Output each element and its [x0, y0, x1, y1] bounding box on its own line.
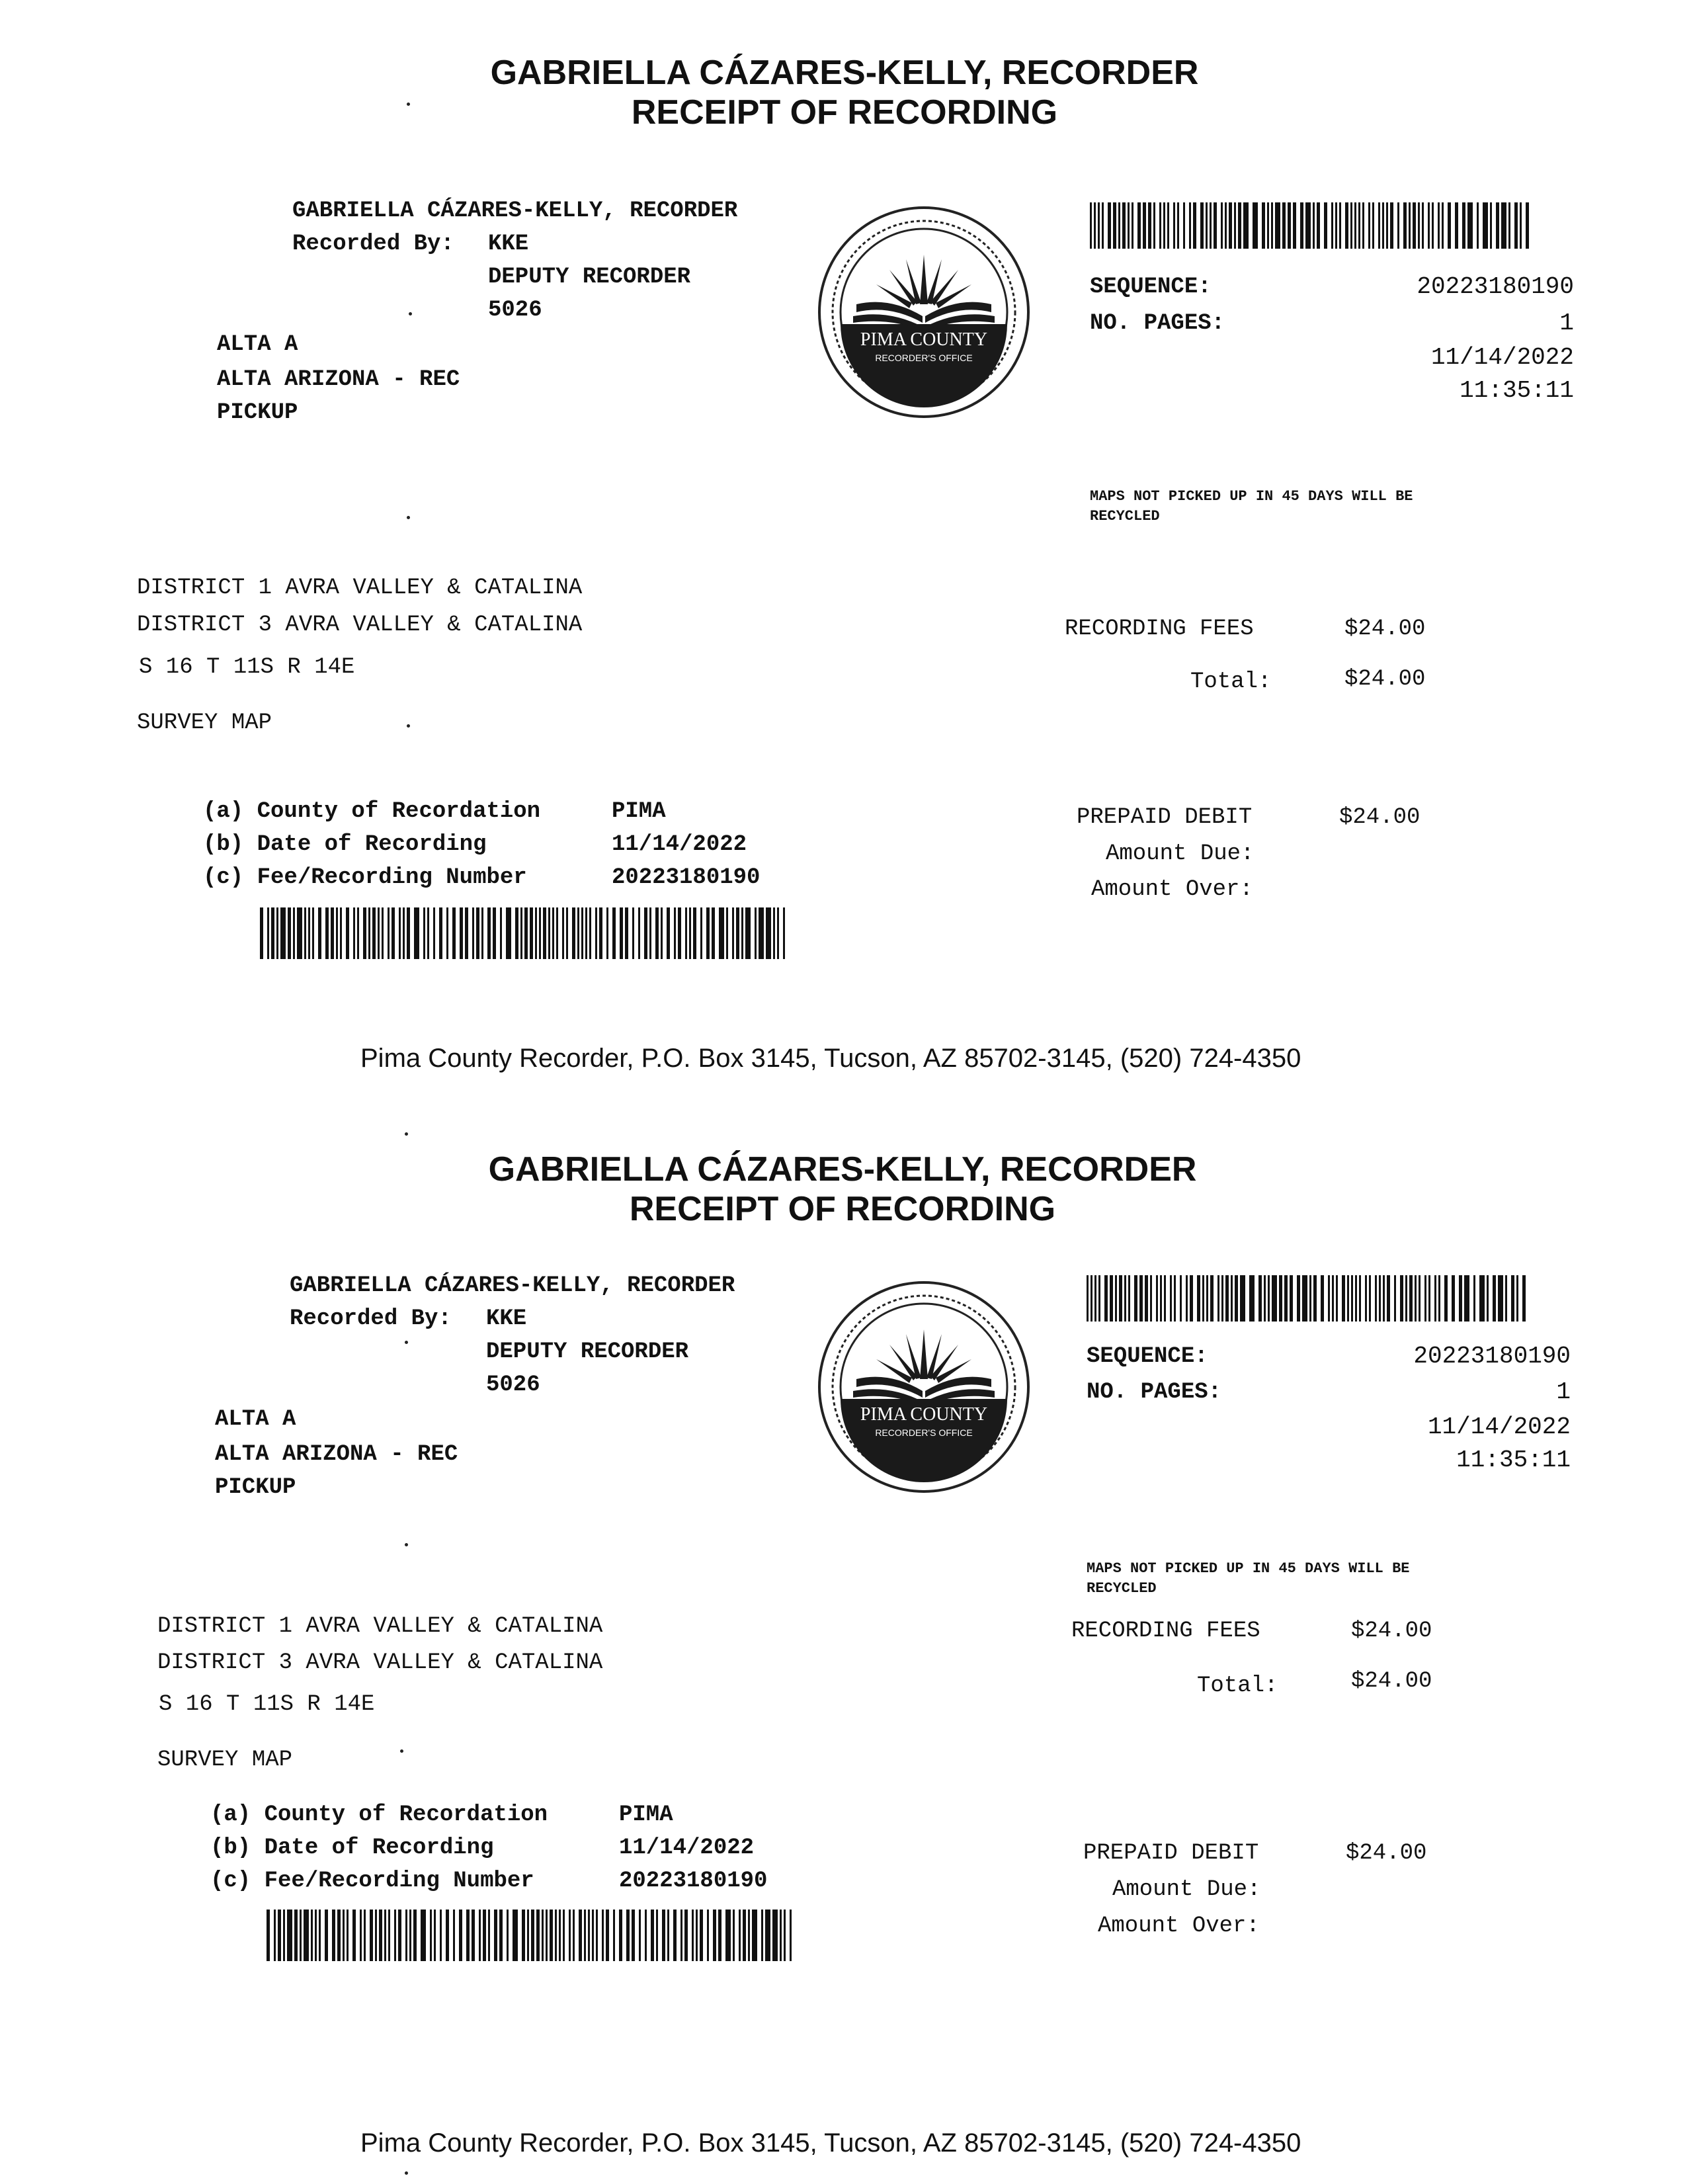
sequence-label: SEQUENCE:: [1087, 1344, 1208, 1369]
barcode-bar: [287, 1910, 292, 1961]
district-3: DISTRICT 3 AVRA VALLEY & CATALINA: [137, 612, 583, 638]
total-value: $24.00: [1344, 667, 1426, 692]
recording-fees-label: RECORDING FEES: [1065, 616, 1254, 642]
deputy-id: 5026: [486, 1372, 540, 1398]
total-value: $24.00: [1351, 1669, 1432, 1694]
scan-speck: [405, 1341, 408, 1344]
barcode-bar: [759, 907, 764, 959]
barcode-bar: [752, 1910, 757, 1961]
barcode-bar: [745, 907, 751, 959]
scan-speck: [400, 1749, 403, 1753]
barcode-bar: [1498, 1275, 1503, 1322]
prepaid-value: $24.00: [1339, 805, 1421, 830]
deputy-title: DEPUTY RECORDER: [488, 265, 691, 290]
date-recording-label: (b) Date of Recording: [203, 832, 487, 857]
receipt-subtitle: RECEIPT OF RECORDING: [629, 1190, 1056, 1228]
barcode-bar: [1240, 1275, 1245, 1322]
prepaid-value: $24.00: [1346, 1841, 1427, 1866]
fee-number-label: (c) Fee/Recording Number: [203, 865, 527, 890]
svg-text:RECORDER'S OFFICE: RECORDER'S OFFICE: [875, 353, 973, 363]
barcode-bar: [766, 907, 771, 959]
footer-address: Pima County Recorder, P.O. Box 3145, Tucson, AZ 85702-3145, (520) 724-4350: [360, 2128, 1301, 2158]
fee-number-value: 20223180190: [619, 1869, 768, 1894]
county-value: PIMA: [619, 1802, 673, 1827]
recorded-by-value: KKE: [488, 231, 529, 257]
barcode-bar: [1275, 202, 1280, 249]
barcode-bar: [1526, 1275, 1530, 1322]
deputy-id: 5026: [488, 298, 542, 323]
barcode-bar: [421, 1910, 426, 1961]
scan-speck: [409, 312, 412, 315]
barcode-bar: [1302, 1275, 1307, 1322]
date-recording-label: (b) Date of Recording: [210, 1835, 494, 1861]
sequence-barcode: [1090, 202, 1533, 249]
district-1: DISTRICT 1 AVRA VALLEY & CATALINA: [137, 575, 583, 601]
barcode-bar: [1501, 202, 1506, 249]
scan-speck: [405, 2171, 408, 2175]
sequence-barcode: [1087, 1275, 1530, 1322]
fee-number-barcode: [267, 1910, 792, 1961]
county-label: (a) County of Recordation: [203, 799, 541, 824]
pages-label: NO. PAGES:: [1090, 311, 1225, 336]
scan-speck: [407, 103, 410, 106]
recording-fees-value: $24.00: [1344, 616, 1426, 642]
barcode-bar: [1253, 202, 1258, 249]
deputy-title: DEPUTY RECORDER: [486, 1339, 689, 1365]
barcode-bar: [1249, 1275, 1255, 1322]
record-date: 11/14/2022: [1427, 1413, 1571, 1441]
doc-type: SURVEY MAP: [157, 1747, 293, 1773]
barcode-bar: [1305, 202, 1311, 249]
barcode-bar: [725, 1910, 731, 1961]
customer-delivery: PICKUP: [215, 1475, 296, 1500]
barcode-bar: [414, 907, 419, 959]
barcode-bar: [719, 907, 724, 959]
sequence-label: SEQUENCE:: [1090, 274, 1212, 300]
district-3: DISTRICT 3 AVRA VALLEY & CATALINA: [157, 1650, 603, 1675]
scan-speck: [405, 1543, 408, 1546]
barcode-bar: [1529, 202, 1533, 249]
total-label: Total:: [1190, 669, 1272, 694]
barcode-bar: [297, 907, 302, 959]
scan-speck: [407, 516, 410, 519]
customer-company: ALTA ARIZONA - REC: [215, 1442, 458, 1467]
barcode-bar: [1483, 202, 1488, 249]
pickup-notice: MAPS NOT PICKED UP IN 45 DAYS WILL BE RECYCLED: [1087, 1560, 1410, 1597]
prepaid-label: PREPAID DEBIT: [1077, 805, 1253, 830]
barcode-bar: [1272, 1275, 1277, 1322]
amount-over-label: Amount Over:: [1098, 1913, 1260, 1939]
county-value: PIMA: [612, 799, 666, 824]
pickup-notice: MAPS NOT PICKED UP IN 45 DAYS WILL BE RECYCLED: [1090, 488, 1413, 525]
amount-due-label: Amount Due:: [1106, 841, 1255, 866]
barcode-bar: [1243, 202, 1249, 249]
pima-county-seal-icon: [817, 1280, 1032, 1495]
customer-name: ALTA A: [217, 332, 298, 357]
fee-number-label: (c) Fee/Recording Number: [210, 1869, 534, 1894]
amount-over-label: Amount Over:: [1091, 877, 1253, 902]
pages-value: 1: [1559, 310, 1574, 337]
pima-county-seal-icon: [817, 205, 1032, 420]
record-date: 11/14/2022: [1430, 344, 1574, 371]
receipt-subtitle: RECEIPT OF RECORDING: [631, 93, 1058, 132]
pages-label: NO. PAGES:: [1087, 1380, 1222, 1405]
scan-speck: [407, 724, 410, 728]
location: S 16 T 11S R 14E: [159, 1692, 375, 1717]
recording-fees-value: $24.00: [1351, 1618, 1432, 1644]
barcode-bar: [785, 907, 786, 959]
svg-text:PIMA COUNTY: PIMA COUNTY: [860, 329, 988, 350]
date-recording-value: 11/14/2022: [619, 1835, 755, 1861]
recorded-by-label: Recorded By:: [290, 1306, 452, 1331]
svg-text:RECORDER'S OFFICE: RECORDER'S OFFICE: [875, 1427, 973, 1438]
sequence-value: 20223180190: [1417, 273, 1574, 300]
barcode-bar: [304, 1910, 309, 1961]
receipt-title: GABRIELLA CÁZARES-KELLY, RECORDER: [490, 54, 1199, 92]
record-time: 11:35:11: [1456, 1447, 1571, 1474]
county-label: (a) County of Recordation: [210, 1802, 548, 1827]
recorded-by-value: KKE: [486, 1306, 527, 1331]
scan-speck: [405, 1132, 408, 1136]
barcode-bar: [1464, 1275, 1469, 1322]
district-1: DISTRICT 1 AVRA VALLEY & CATALINA: [157, 1614, 603, 1639]
recorder-name: GABRIELLA CÁZARES-KELLY, RECORDER: [292, 198, 738, 224]
barcode-bar: [1479, 1275, 1485, 1322]
doc-type: SURVEY MAP: [137, 710, 272, 735]
barcode-bar: [513, 1910, 518, 1961]
prepaid-label: PREPAID DEBIT: [1083, 1841, 1259, 1866]
record-time: 11:35:11: [1460, 377, 1574, 404]
date-recording-value: 11/14/2022: [612, 832, 747, 857]
amount-due-label: Amount Due:: [1112, 1877, 1261, 1902]
customer-delivery: PICKUP: [217, 400, 298, 425]
pages-value: 1: [1556, 1378, 1571, 1406]
fee-number-barcode: [260, 907, 786, 959]
customer-company: ALTA ARIZONA - REC: [217, 367, 460, 392]
barcode-bar: [772, 1910, 778, 1961]
barcode-bar: [765, 1910, 770, 1961]
customer-name: ALTA A: [215, 1407, 296, 1432]
recorder-name: GABRIELLA CÁZARES-KELLY, RECORDER: [290, 1273, 735, 1298]
svg-text:PIMA COUNTY: PIMA COUNTY: [860, 1404, 988, 1425]
sequence-value: 20223180190: [1413, 1343, 1571, 1370]
recording-fees-label: RECORDING FEES: [1071, 1618, 1260, 1644]
barcode-bar: [506, 907, 511, 959]
footer-address: Pima County Recorder, P.O. Box 3145, Tucson, AZ 85702-3145, (520) 724-4350: [360, 1044, 1301, 1073]
barcode-bar: [1467, 202, 1473, 249]
recorded-by-label: Recorded By:: [292, 231, 454, 257]
receipt-title: GABRIELLA CÁZARES-KELLY, RECORDER: [488, 1150, 1197, 1189]
total-label: Total:: [1197, 1673, 1278, 1699]
barcode-bar: [280, 907, 286, 959]
fee-number-value: 20223180190: [612, 865, 761, 890]
location: S 16 T 11S R 14E: [139, 655, 355, 680]
